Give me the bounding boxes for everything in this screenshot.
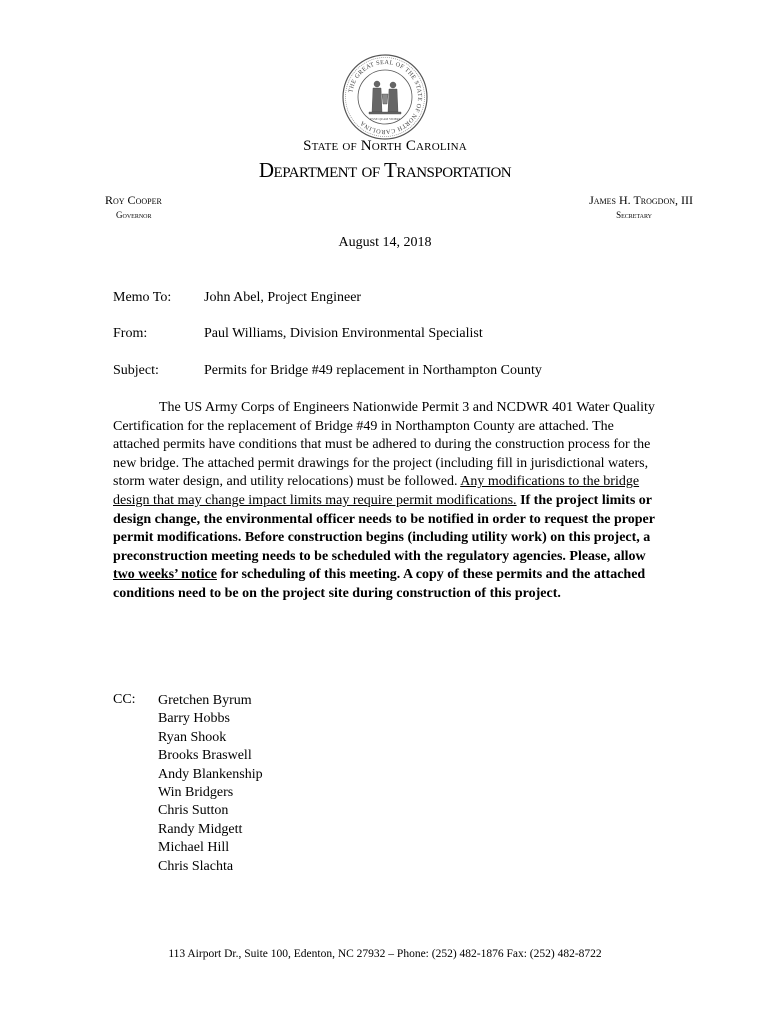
- cc-recipient: Chris Sutton: [158, 803, 229, 819]
- cc-recipient: Michael Hill: [158, 840, 230, 856]
- cc-recipient: Chris Slachta: [158, 858, 234, 874]
- memo-body: [113, 399, 658, 604]
- svg-text:ESSE QUAM VIDERI: ESSE QUAM VIDERI: [370, 117, 400, 121]
- body-bold-text-end: for scheduling of this meeting. A copy of these permits and the attached conditions need to be on the project site during construction of this project.: [113, 567, 646, 601]
- governor-title: Governor: [116, 210, 152, 220]
- cc-label: CC:: [113, 692, 136, 707]
- secretary-title: Secretary: [616, 210, 652, 220]
- cc-recipient: Gretchen Byrum: [158, 693, 252, 708]
- memo-to-label: Memo To:: [113, 290, 172, 305]
- memo-to-value: John Abel, Project Engineer: [204, 290, 362, 305]
- state-seal-icon: [342, 54, 428, 140]
- department-heading: Department of Transportation: [258, 158, 512, 182]
- secretary-name: James H. Trogdon, III: [589, 193, 693, 207]
- cc-list: [158, 692, 263, 876]
- body-text: The US Army Corps of Engineers Nationwide Permit 3 and NCDWR 401 Water Quality Certification for the replacement of Bridge #49 in Northampton County are attached. The attached permits have conditions that must be adhered to during the construction process for the new bridge. The attached permit drawings for the project (including fill in jurisdictional waters, storm water design, and utility relocations) must be followed.: [113, 400, 655, 490]
- memo-from-value: Paul Williams, Division Environmental Specialist: [204, 326, 483, 341]
- memo-subject-value: Permits for Bridge #49 replacement in Northampton County: [204, 363, 542, 378]
- body-underlined-text: Any modifications to the bridge design that may change impact limits may require permit modifications.: [113, 474, 640, 508]
- cc-recipient: Andy Blankenship: [158, 766, 263, 782]
- body-notice-text: two weeks’ notice: [113, 567, 217, 583]
- memo-date: August 14, 2018: [338, 235, 432, 250]
- body-bold-text: If the project limits or design change, the environmental officer needs to be notified in order to request the proper permit modifications. Before construction begins (including utility work) on this project, a preconstruction meeting needs to be scheduled with the regulatory agencies. Please, allow: [113, 492, 655, 564]
- governor-name: Roy Cooper: [105, 193, 162, 207]
- cc-recipient: Ryan Shook: [158, 729, 227, 745]
- cc-recipient: Barry Hobbs: [158, 711, 230, 727]
- memo-subject-label: Subject:: [113, 363, 159, 378]
- cc-recipient: Win Bridgers: [158, 785, 234, 801]
- footer-address: 113 Airport Dr., Suite 100, Edenton, NC 27932 – Phone: (252) 482-1876 Fax: (252) 482-8722: [168, 948, 602, 960]
- state-heading: State of North Carolina: [303, 138, 467, 154]
- cc-recipient: Brooks Braswell: [158, 748, 252, 764]
- cc-recipient: Randy Midgett: [158, 821, 243, 837]
- seal-text: THE GREAT SEAL OF THE STATE OF NORTH CAROLINA: [347, 58, 424, 136]
- memo-from-label: From:: [113, 326, 148, 341]
